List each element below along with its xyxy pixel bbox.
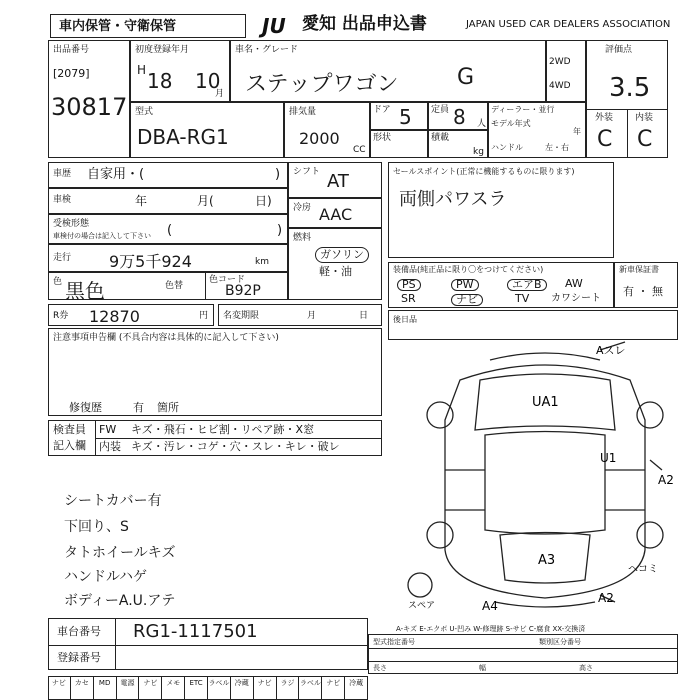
ac-value: AAC bbox=[319, 205, 353, 224]
equipment-tv: TV bbox=[515, 292, 530, 305]
warranty-box bbox=[614, 262, 678, 308]
usage-paren-close: ) bbox=[275, 167, 281, 182]
storage-tag-box bbox=[50, 14, 246, 38]
type-spec-hline-2 bbox=[369, 661, 677, 662]
repair-area: 箇所 bbox=[157, 401, 179, 414]
model-year-label: モデル年式 bbox=[491, 119, 531, 128]
grade-label: 評価点 bbox=[605, 45, 633, 55]
displacement-cell bbox=[284, 102, 370, 158]
equipment-label: 装備品(純正品に限り〇をつけてください) bbox=[393, 265, 544, 274]
inspector-label-1: 検査員 bbox=[53, 423, 86, 436]
capacity-value: 8 bbox=[453, 105, 466, 129]
footer-cell: ラベル bbox=[208, 676, 231, 700]
load-label: 積載 bbox=[431, 133, 450, 143]
inherit-row bbox=[48, 214, 288, 244]
footer-cell: MD bbox=[94, 676, 117, 700]
equipment-navi: ナビ bbox=[451, 294, 483, 306]
ju-logo-mark: JU bbox=[262, 14, 286, 38]
lot-label: 出品番号 bbox=[53, 45, 90, 55]
lot-number: 30817 bbox=[51, 93, 128, 121]
registration-number-label: 登録番号 bbox=[57, 651, 101, 664]
drive-2wd: 2WD bbox=[549, 57, 571, 67]
interior-text: キズ・汚レ・コゲ・穴・スレ・キレ・破レ bbox=[131, 440, 340, 453]
type-spec-row3c: 高さ bbox=[579, 664, 593, 672]
warranty-value: 有 ・ 無 bbox=[623, 285, 663, 298]
name-change-month: 月 bbox=[307, 311, 317, 321]
grade-score: 3.5 bbox=[609, 73, 651, 103]
wheel-front-left bbox=[427, 402, 453, 428]
recycle-value: 12870 bbox=[89, 307, 140, 326]
association-name: JAPAN USED CAR DEALERS ASSOCIATION bbox=[466, 19, 671, 30]
equipment-pw: PW bbox=[451, 279, 479, 291]
diagram-mark-a3: A3 bbox=[538, 553, 556, 568]
fuel-label: 燃料 bbox=[293, 233, 312, 243]
inspection-row bbox=[48, 188, 288, 214]
mileage-value: 9万5千924 bbox=[109, 252, 192, 271]
wheel-rear-right bbox=[637, 522, 663, 548]
selling-points-text: 両側パワスラ bbox=[399, 189, 507, 210]
type-spec-row1: 型式指定番号 bbox=[373, 638, 415, 646]
footer-cells bbox=[48, 676, 368, 700]
equipment-ps: PS bbox=[397, 279, 421, 291]
inherit-paren-open: ( bbox=[167, 223, 173, 238]
usage-value: 自家用・( bbox=[87, 167, 145, 182]
doors-cell bbox=[370, 102, 428, 130]
name-change-day: 日 bbox=[359, 311, 369, 321]
registration-year: 18 bbox=[147, 69, 173, 93]
mileage-label: 走行 bbox=[53, 253, 72, 263]
fw-label: FW bbox=[99, 423, 117, 436]
footer-cell: ナビ bbox=[139, 676, 162, 700]
displacement-value: 2000 bbox=[299, 129, 340, 148]
shape-cell bbox=[370, 130, 428, 158]
grade-interior-label: 内装 bbox=[635, 113, 654, 123]
inspector-label-2: 記入欄 bbox=[53, 439, 86, 452]
color-code: B92P bbox=[225, 283, 261, 299]
diagram-mark-ua1: UA1 bbox=[532, 395, 559, 410]
inherit-paren-close: ) bbox=[277, 223, 283, 238]
wheel-rear-left bbox=[427, 522, 453, 548]
inspection-month: 月( bbox=[197, 194, 214, 208]
color-value: 黒色 bbox=[65, 279, 105, 303]
warranty-label: 新車保証書 bbox=[619, 265, 659, 274]
capacity-unit: 人 bbox=[477, 119, 487, 129]
type-spec-row3: 長さ bbox=[373, 664, 387, 672]
usage-label: 車歴 bbox=[53, 169, 72, 179]
damage-scratch-side bbox=[650, 460, 662, 470]
equipment-sr: SR bbox=[401, 292, 416, 305]
footer-cell: ナビ bbox=[254, 676, 277, 700]
rear-bumper bbox=[495, 602, 595, 607]
mileage-unit: km bbox=[255, 257, 269, 267]
inspector-hline bbox=[95, 438, 381, 439]
footer-cell: ナビ bbox=[48, 676, 71, 700]
drive-4wd: 4WD bbox=[549, 81, 571, 91]
lot-ref: [2079] bbox=[53, 67, 90, 80]
storage-tag: 車内保管・守衛保管 bbox=[59, 19, 177, 34]
model-year-suffix: 年 bbox=[573, 127, 581, 136]
drive-cell bbox=[546, 40, 586, 102]
type-spec-hline-1 bbox=[369, 648, 677, 649]
grade-exterior: C bbox=[597, 127, 613, 152]
grade-cell bbox=[586, 40, 668, 158]
registration-label: 初度登録年月 bbox=[135, 45, 190, 55]
dealer-label: ディーラー・並行 bbox=[491, 105, 555, 114]
displacement-label: 排気量 bbox=[289, 107, 317, 117]
color-code-label: 色コード bbox=[209, 275, 246, 285]
ju-logo bbox=[262, 14, 302, 36]
car-name-cell bbox=[230, 40, 546, 102]
fw-text: キズ・飛石・ヒビ割・リペア跡・X窓 bbox=[131, 423, 315, 436]
shift-cell bbox=[288, 162, 382, 198]
inherit-note: 車検付の場合は記入して下さい bbox=[53, 232, 151, 240]
diagram-top-note: Aスレ bbox=[596, 344, 626, 357]
inspection-label: 車検 bbox=[53, 195, 72, 205]
handle-label: ハンドル bbox=[491, 143, 523, 152]
diagram-legend: A-キズ E-エクボ U-凹み W-修理跡 S-サビ C-腐食 XX-交換済 bbox=[396, 625, 586, 633]
rear-box bbox=[388, 310, 678, 340]
chassis-hline bbox=[49, 645, 367, 646]
grade-exterior-label: 外装 bbox=[595, 113, 614, 123]
inherit-label: 受検形態 bbox=[53, 219, 90, 229]
footer-cell: ETC bbox=[185, 676, 208, 700]
capacity-cell bbox=[428, 102, 488, 130]
hand-note-5: ボディーA.U.アテ bbox=[64, 593, 176, 609]
load-unit: kg bbox=[473, 147, 484, 157]
shift-label: シフト bbox=[293, 167, 321, 177]
color-divider bbox=[205, 273, 206, 299]
model-value: DBA-RG1 bbox=[137, 125, 229, 149]
form-title: 愛知 出品申込書 bbox=[302, 14, 427, 34]
chassis-box bbox=[48, 618, 368, 670]
equipment-box bbox=[388, 262, 614, 308]
footer-cell: メモ bbox=[162, 676, 185, 700]
name-change-label: 名変期限 bbox=[223, 311, 260, 321]
chassis-vline bbox=[115, 619, 116, 669]
spare-tire bbox=[408, 573, 432, 597]
model-cell bbox=[130, 102, 284, 158]
recycle-row bbox=[48, 304, 214, 326]
model-label: 型式 bbox=[135, 107, 154, 117]
chassis-label: 車台番号 bbox=[57, 625, 101, 638]
notes-box bbox=[48, 328, 382, 416]
repair-label: 修復歴 bbox=[69, 401, 102, 414]
color-label: 色 bbox=[53, 277, 63, 287]
diagram-mark-a4: A4 bbox=[482, 599, 498, 613]
rear-label: 後日品 bbox=[393, 315, 417, 324]
ac-cell bbox=[288, 198, 382, 228]
hand-note-2: 下回り、S bbox=[64, 519, 129, 535]
footer-cell: カセ bbox=[71, 676, 94, 700]
equipment-airbag: エアB bbox=[507, 279, 547, 291]
footer-cell: 冷蔵 bbox=[231, 676, 254, 700]
displacement-unit: CC bbox=[353, 145, 366, 155]
grade-interior: C bbox=[637, 127, 653, 152]
doors-value: 5 bbox=[399, 105, 412, 129]
ac-label: 冷房 bbox=[293, 203, 312, 213]
chassis-value: RG1-1117501 bbox=[133, 621, 258, 642]
lot-cell bbox=[48, 40, 130, 158]
selling-points-box bbox=[388, 162, 614, 258]
diagram-mark-a2-rear: A2 bbox=[598, 591, 614, 605]
fuel-diesel: 軽・油 bbox=[319, 265, 352, 278]
registration-month: 10 bbox=[195, 69, 221, 93]
inspection-day: 日) bbox=[255, 194, 272, 208]
type-spec-box bbox=[368, 634, 678, 674]
registration-era: H bbox=[137, 63, 147, 77]
name-change-row bbox=[218, 304, 382, 326]
color-number-label: 色替 bbox=[165, 281, 184, 291]
interior-label: 内装 bbox=[99, 440, 121, 453]
doors-label: ドア bbox=[373, 105, 391, 115]
mileage-row bbox=[48, 244, 288, 272]
diagram-side-note: ヘコミ bbox=[628, 564, 658, 575]
car-name: ステップワゴン bbox=[245, 72, 399, 97]
capacity-label: 定員 bbox=[431, 105, 450, 115]
damage-diagram bbox=[400, 340, 690, 620]
handle-options: 左・右 bbox=[545, 143, 569, 152]
selling-points-label: セールスポイント(正常に機能するものに限ります) bbox=[393, 167, 575, 176]
color-row bbox=[48, 272, 288, 303]
equipment-leather: カワシート bbox=[551, 293, 601, 304]
wheel-front-right bbox=[637, 402, 663, 428]
shape-label: 形状 bbox=[373, 133, 392, 143]
registration-month-unit: 月 bbox=[215, 89, 225, 99]
inspector-box bbox=[48, 420, 382, 456]
inspection-year: 年 bbox=[135, 194, 148, 208]
footer-cell: ラジ bbox=[277, 676, 300, 700]
diagram-mark-u1: U1 bbox=[600, 451, 617, 465]
fuel-cell bbox=[288, 228, 382, 300]
registration-cell bbox=[130, 40, 230, 102]
spare-label: スペア bbox=[408, 601, 436, 611]
hand-note-3: タトホイールキズ bbox=[64, 545, 176, 561]
footer-cell: ラベル bbox=[299, 676, 322, 700]
recycle-unit: 円 bbox=[199, 311, 209, 321]
load-cell bbox=[428, 130, 488, 158]
shift-value: AT bbox=[327, 171, 349, 192]
recycle-label: R券 bbox=[53, 311, 69, 321]
car-cabin bbox=[485, 432, 605, 535]
front-bumper bbox=[490, 353, 600, 360]
fuel-gas: ガソリン bbox=[315, 247, 369, 263]
car-name-label: 車名・グレード bbox=[235, 45, 299, 55]
footer-cell: 電源 bbox=[117, 676, 140, 700]
hand-note-4: ハンドルハゲ bbox=[64, 569, 148, 585]
dealer-cell bbox=[488, 102, 586, 158]
type-spec-row3b: 幅 bbox=[479, 664, 486, 672]
hand-note-1: シートカバー有 bbox=[64, 493, 162, 509]
footer-cell: ナビ bbox=[322, 676, 345, 700]
repair-value: 有 bbox=[133, 401, 144, 414]
equipment-aw: AW bbox=[565, 277, 583, 290]
notes-label: 注意事項申告欄 (不具合内容は具体的に記入して下さい) bbox=[53, 333, 279, 343]
type-spec-row2: 類別区分番号 bbox=[539, 638, 581, 646]
usage-row bbox=[48, 162, 288, 188]
car-grade: G bbox=[457, 65, 475, 90]
grade-sub-divider bbox=[627, 109, 628, 157]
diagram-mark-a2-side: A2 bbox=[658, 473, 674, 487]
footer-cell: 冷蔵 bbox=[345, 676, 368, 700]
